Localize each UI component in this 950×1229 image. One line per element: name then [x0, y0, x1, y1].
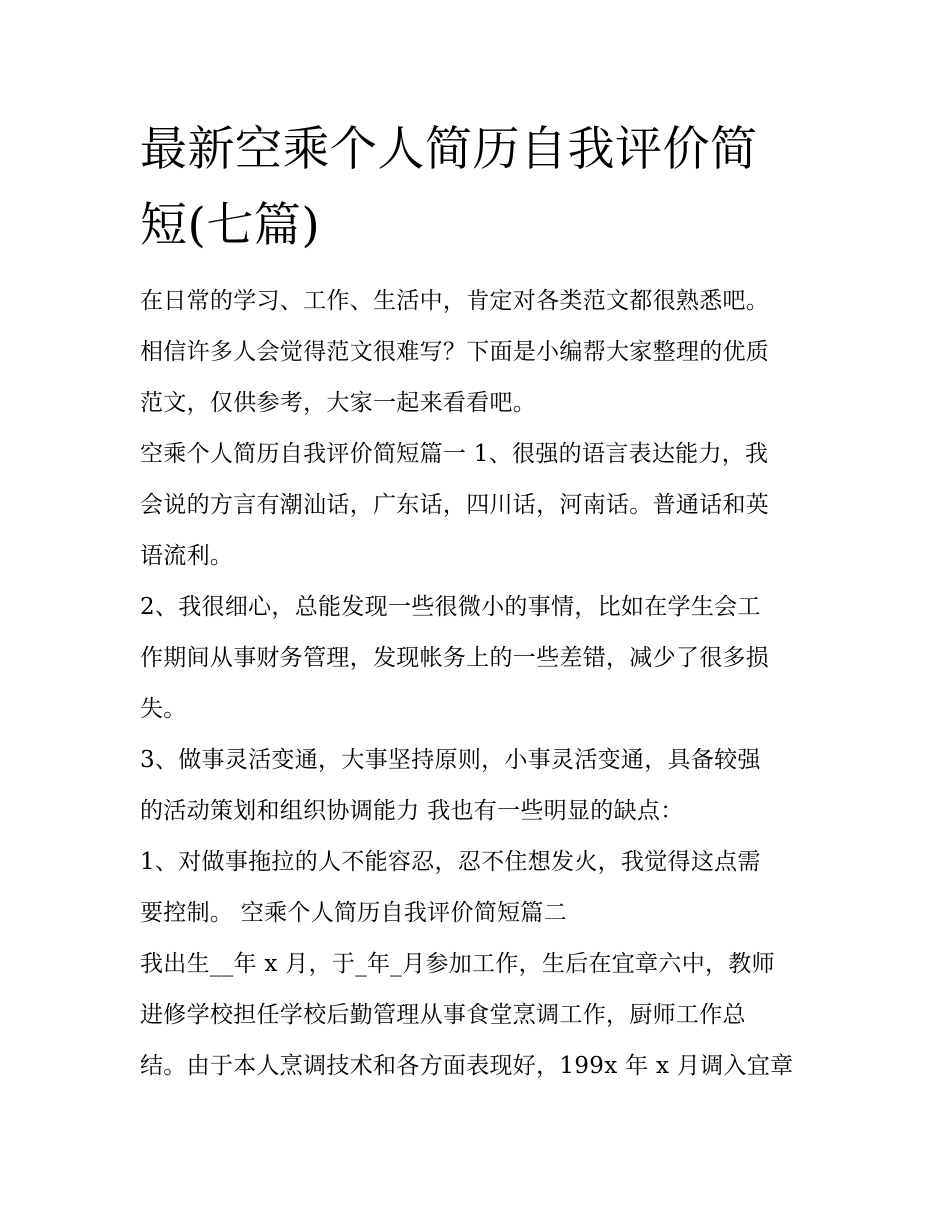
text-line: 3、做事灵活变通，大事坚持原则，小事灵活变通，具备较强 — [140, 747, 761, 773]
text-line: 语流利。 — [140, 543, 234, 569]
title-line-1: 最新空乘个人简历自我评价简 — [140, 122, 758, 177]
text-line: 范文，仅供参考，大家一起来看看吧。 — [140, 390, 537, 416]
text-line: 的活动策划和组织协调能力 我也有一些明显的缺点： — [140, 798, 684, 824]
text-line: 失。 — [140, 696, 187, 722]
title-line-2: 短(七篇) — [140, 198, 321, 253]
paragraph-essay-two — [140, 939, 830, 1092]
text-line: 作期间从事财务管理，发现帐务上的一些差错，减少了很多损 — [140, 645, 770, 671]
text-line: 空乘个人简历自我评价简短篇一 1、很强的语言表达能力，我 — [140, 441, 769, 467]
text-line: 2、我很细心，总能发现一些很微小的事情，比如在学生会工 — [140, 594, 761, 620]
text-line: 相信许多人会觉得范文很难写？下面是小编帮大家整理的优质 — [140, 339, 770, 365]
paragraph-shortcoming — [140, 837, 830, 939]
paragraph-intro — [140, 276, 830, 429]
text-line: 会说的方言有潮汕话，广东话，四川话，河南话。普通话和英 — [140, 492, 770, 518]
text-line: 要控制。 空乘个人简历自我评价简短篇二 — [140, 900, 568, 926]
document-title — [140, 112, 820, 264]
text-line: 结。由于本人烹调技术和各方面表现好，199x 年 x 月调入宜章 — [140, 1053, 794, 1079]
paragraph-item-3 — [140, 735, 830, 837]
paragraph-item-1 — [140, 429, 830, 582]
text-line: 在日常的学习、工作、生活中，肯定对各类范文都很熟悉吧。 — [140, 288, 770, 314]
text-line: 我出生__年 x 月，于_年_月参加工作，生后在宜章六中，教师 — [140, 951, 775, 977]
text-line: 1、对做事拖拉的人不能容忍，忍不住想发火，我觉得这点需 — [140, 849, 761, 875]
paragraph-item-2 — [140, 582, 830, 735]
text-line: 进修学校担任学校后勤管理从事食堂烹调工作，厨师工作总 — [140, 1002, 746, 1028]
document-body — [140, 276, 830, 1092]
